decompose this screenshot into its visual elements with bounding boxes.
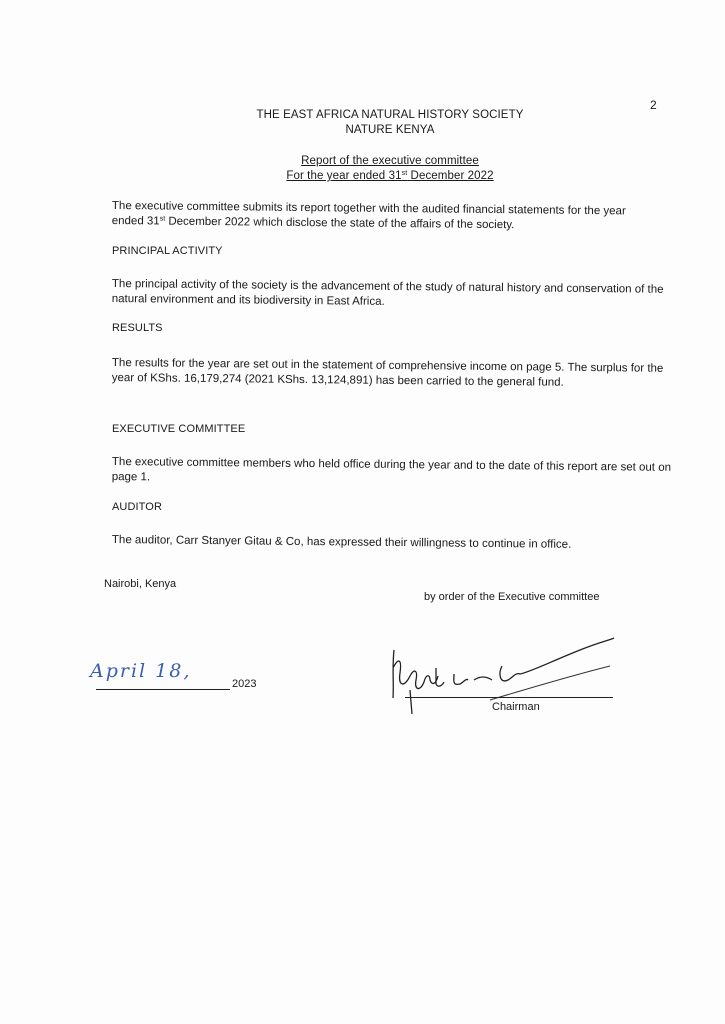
report-title: Report of the executive committee [301,155,479,167]
intro-line-1: The executive committee submits its report together with the audited financial statements for the year [111,199,626,218]
section-text-principal-activity: The principal activity of the society is the advancement of the study of natural history and conservation of the natural environment and its biodiversity in East Africa. [111,277,664,308]
period-suffix: December 2022 [407,170,494,182]
intro-paragraph [112,199,672,235]
signatory-title: Chairman [492,701,540,713]
section-heading-results: RESULTS [112,322,163,334]
section-text-auditor: The auditor, Carr Stanyer Gitau & Co, has expressed their willingness to continue in office. [111,533,572,551]
handwritten-date: April 18, [90,660,192,682]
section-heading-auditor: AUDITOR [112,501,163,513]
intro-line-2-suffix: December 2022 which disclose the state of the affairs of the society. [165,215,515,232]
period-sup: st [401,170,408,177]
period-prefix: For the year ended 31 [286,170,402,182]
signature-line [405,697,613,698]
signoff-year: 2023 [232,678,257,690]
section-text-results: The results for the year are set out in the statement of comprehensive income on page 5. The surplus for the year of KShs. 16,179,274 (2021 KShs. 13,124,891) has been carried to the general fund. [111,356,664,389]
section-heading-principal-activity: PRINCIPAL ACTIVITY [112,245,223,257]
page-number: 2 [650,98,657,112]
section-text-executive-committee: The executive committee members who held office during the year and to the date of this report are set out on page 1. [111,455,672,484]
org-name: THE EAST AFRICA NATURAL HISTORY SOCIETY [256,109,524,121]
intro-line-2-prefix: ended 31 [111,214,160,228]
signoff-order: by order of the Executive committee [424,591,600,603]
report-period [190,170,590,182]
section-heading-executive-committee: EXECUTIVE COMMITTEE [112,423,246,435]
date-line [96,689,230,690]
intro-sup: st [159,215,166,223]
org-alias: NATURE KENYA [345,124,435,136]
signoff-place: Nairobi, Kenya [104,578,177,590]
